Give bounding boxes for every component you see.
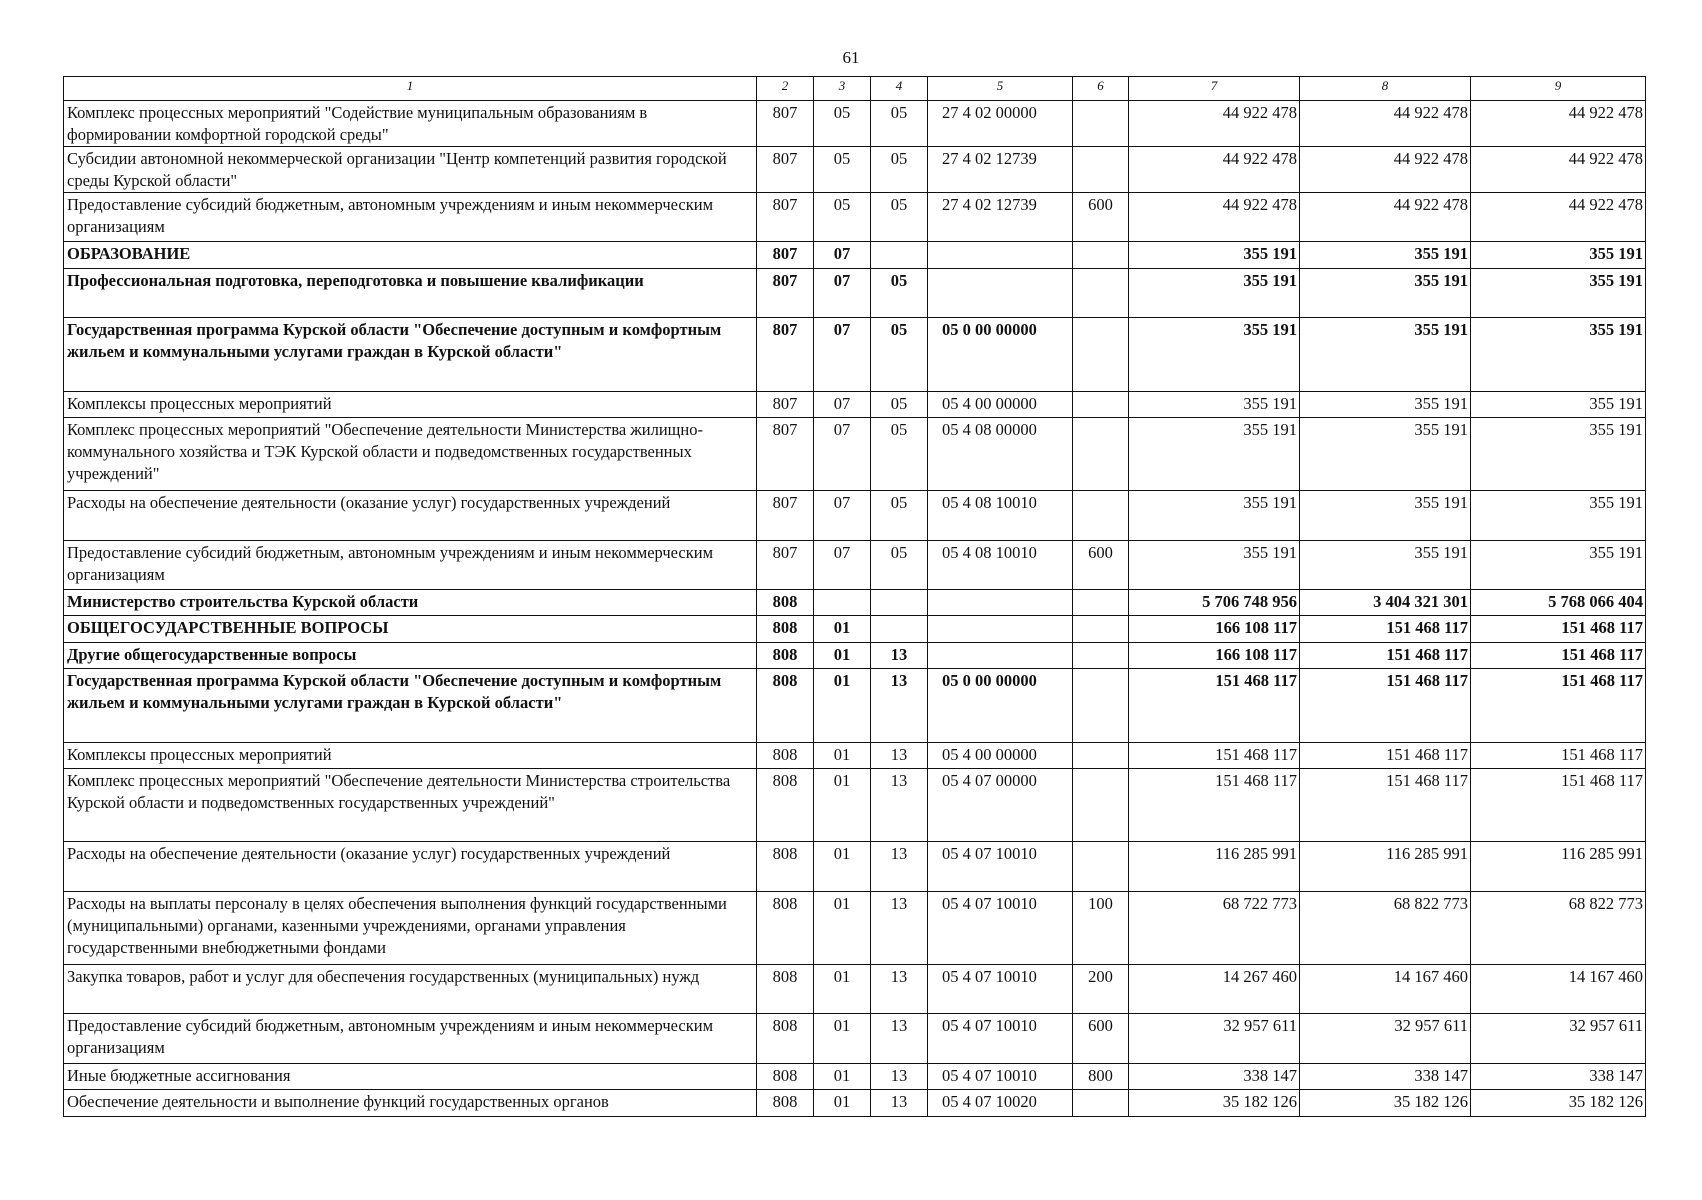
item-name-cell: Расходы на обеспечение деятельности (оказание услуг) государственных учреждений: [64, 842, 757, 892]
amount-col8-cell: 151 468 117: [1300, 643, 1471, 669]
amount-col8-cell: 151 468 117: [1300, 616, 1471, 643]
item-name-cell: Расходы на обеспечение деятельности (оказание услуг) государственных учреждений: [64, 491, 757, 541]
amount-col7-cell: 166 108 117: [1129, 616, 1300, 643]
expense-type-cell: [1073, 1090, 1129, 1117]
table-row: [64, 491, 1646, 541]
expense-type-cell: [1073, 392, 1129, 418]
expense-type-cell: [1073, 269, 1129, 318]
subsection-code-cell: 05: [871, 491, 928, 541]
item-name-cell: Предоставление субсидий бюджетным, автономным учреждениям и иным некоммерческим организациям: [64, 541, 757, 590]
subsection-code-cell: 05: [871, 269, 928, 318]
amount-col7-cell: 355 191: [1129, 318, 1300, 392]
expense-type-cell: 800: [1073, 1064, 1129, 1090]
amount-col8-cell: 151 468 117: [1300, 743, 1471, 769]
subsection-code-cell: 13: [871, 842, 928, 892]
ministry-code-cell: 807: [757, 318, 814, 392]
item-name-cell: Предоставление субсидий бюджетным, автономным учреждениям и иным некоммерческим организациям: [64, 193, 757, 242]
item-name-cell: Предоставление субсидий бюджетным, автономным учреждениям и иным некоммерческим организациям: [64, 1014, 757, 1064]
expense-type-cell: 600: [1073, 193, 1129, 242]
target-article-cell: 27 4 02 12739: [928, 147, 1073, 193]
amount-col9-cell: 151 468 117: [1471, 743, 1646, 769]
amount-col8-cell: 151 468 117: [1300, 769, 1471, 842]
amount-col9-cell: 151 468 117: [1471, 643, 1646, 669]
subsection-code-cell: 05: [871, 101, 928, 147]
item-name-cell: Комплекс процессных мероприятий "Содействие муниципальным образованиям в формировании комфортной городской среды": [64, 101, 757, 147]
amount-col9-cell: 355 191: [1471, 269, 1646, 318]
table-row: [64, 318, 1646, 392]
item-name-cell: Иные бюджетные ассигнования: [64, 1064, 757, 1090]
subsection-code-cell: 13: [871, 769, 928, 842]
amount-col9-cell: 355 191: [1471, 491, 1646, 541]
ministry-code-cell: 808: [757, 965, 814, 1014]
budget-table: [63, 76, 1646, 1117]
subsection-code-cell: [871, 242, 928, 269]
amount-col9-cell: 68 822 773: [1471, 892, 1646, 965]
subsection-code-cell: 05: [871, 541, 928, 590]
amount-col8-cell: 355 191: [1300, 242, 1471, 269]
column-number: 5: [928, 77, 1073, 101]
amount-col7-cell: 5 706 748 956: [1129, 590, 1300, 616]
amount-col7-cell: 44 922 478: [1129, 101, 1300, 147]
target-article-cell: 27 4 02 12739: [928, 193, 1073, 242]
item-name-cell: Комплексы процессных мероприятий: [64, 743, 757, 769]
amount-col9-cell: 355 191: [1471, 418, 1646, 491]
subsection-code-cell: 13: [871, 643, 928, 669]
table-row: [64, 418, 1646, 491]
table-row: [64, 965, 1646, 1014]
amount-col7-cell: 44 922 478: [1129, 193, 1300, 242]
section-code-cell: 01: [814, 616, 871, 643]
expense-type-cell: [1073, 769, 1129, 842]
amount-col7-cell: 35 182 126: [1129, 1090, 1300, 1117]
section-code-cell: 01: [814, 842, 871, 892]
expense-type-cell: [1073, 842, 1129, 892]
table-row: [64, 842, 1646, 892]
ministry-code-cell: 807: [757, 242, 814, 269]
amount-col8-cell: 3 404 321 301: [1300, 590, 1471, 616]
section-code-cell: 01: [814, 743, 871, 769]
subsection-code-cell: 05: [871, 147, 928, 193]
table-row: [64, 392, 1646, 418]
item-name-cell: ОБЩЕГОСУДАРСТВЕННЫЕ ВОПРОСЫ: [64, 616, 757, 643]
expense-type-cell: [1073, 590, 1129, 616]
target-article-cell: 05 4 07 10010: [928, 842, 1073, 892]
subsection-code-cell: 13: [871, 1090, 928, 1117]
table-row: [64, 769, 1646, 842]
item-name-cell: Государственная программа Курской области "Обеспечение доступным и комфортным жильем и коммунальными услугами граждан в Курской области": [64, 669, 757, 743]
expense-type-cell: [1073, 101, 1129, 147]
ministry-code-cell: 808: [757, 743, 814, 769]
expense-type-cell: [1073, 418, 1129, 491]
item-name-cell: Комплекс процессных мероприятий "Обеспечение деятельности Министерства жилищно-коммунального хозяйства и ТЭК Курской области и подведомственных государственных учреждений": [64, 418, 757, 491]
ministry-code-cell: 807: [757, 269, 814, 318]
ministry-code-cell: 807: [757, 147, 814, 193]
column-number-row: [64, 77, 1646, 101]
amount-col7-cell: 116 285 991: [1129, 842, 1300, 892]
subsection-code-cell: 05: [871, 392, 928, 418]
target-article-cell: 05 4 07 10010: [928, 1014, 1073, 1064]
expense-type-cell: 600: [1073, 1014, 1129, 1064]
section-code-cell: 07: [814, 318, 871, 392]
amount-col7-cell: 151 468 117: [1129, 743, 1300, 769]
expense-type-cell: 600: [1073, 541, 1129, 590]
section-code-cell: 01: [814, 1014, 871, 1064]
table-row: [64, 669, 1646, 743]
amount-col9-cell: 355 191: [1471, 541, 1646, 590]
section-code-cell: 05: [814, 147, 871, 193]
target-article-cell: [928, 616, 1073, 643]
ministry-code-cell: 807: [757, 541, 814, 590]
subsection-code-cell: 05: [871, 418, 928, 491]
amount-col8-cell: 355 191: [1300, 269, 1471, 318]
amount-col8-cell: 355 191: [1300, 392, 1471, 418]
subsection-code-cell: 13: [871, 1064, 928, 1090]
ministry-code-cell: 807: [757, 418, 814, 491]
item-name-cell: ОБРАЗОВАНИЕ: [64, 242, 757, 269]
item-name-cell: Комплекс процессных мероприятий "Обеспечение деятельности Министерства строительства Курской области и подведомственных государственных учреждений": [64, 769, 757, 842]
amount-col7-cell: 338 147: [1129, 1064, 1300, 1090]
amount-col8-cell: 44 922 478: [1300, 101, 1471, 147]
amount-col9-cell: 44 922 478: [1471, 147, 1646, 193]
subsection-code-cell: 05: [871, 193, 928, 242]
item-name-cell: Другие общегосударственные вопросы: [64, 643, 757, 669]
target-article-cell: [928, 590, 1073, 616]
table-row: [64, 892, 1646, 965]
item-name-cell: Министерство строительства Курской области: [64, 590, 757, 616]
section-code-cell: 01: [814, 643, 871, 669]
target-article-cell: 05 4 07 00000: [928, 769, 1073, 842]
amount-col8-cell: 116 285 991: [1300, 842, 1471, 892]
subsection-code-cell: 13: [871, 743, 928, 769]
amount-col7-cell: 151 468 117: [1129, 769, 1300, 842]
item-name-cell: Расходы на выплаты персоналу в целях обеспечения выполнения функций государственными (муниципальными) органами, казенными учреждениями, органами управления государственными внебюджетными фондами: [64, 892, 757, 965]
ministry-code-cell: 807: [757, 193, 814, 242]
amount-col7-cell: 355 191: [1129, 541, 1300, 590]
section-code-cell: [814, 590, 871, 616]
target-article-cell: 05 0 00 00000: [928, 318, 1073, 392]
table-row: [64, 269, 1646, 318]
column-number: 9: [1471, 77, 1646, 101]
amount-col7-cell: 355 191: [1129, 491, 1300, 541]
item-name-cell: Субсидии автономной некоммерческой организации "Центр компетенций развития городской среды Курской области": [64, 147, 757, 193]
expense-type-cell: [1073, 318, 1129, 392]
target-article-cell: 05 4 08 10010: [928, 541, 1073, 590]
target-article-cell: 05 4 08 10010: [928, 491, 1073, 541]
amount-col7-cell: 355 191: [1129, 269, 1300, 318]
table-row: [64, 1014, 1646, 1064]
amount-col8-cell: 355 191: [1300, 418, 1471, 491]
amount-col9-cell: 32 957 611: [1471, 1014, 1646, 1064]
expense-type-cell: [1073, 491, 1129, 541]
target-article-cell: 05 4 00 00000: [928, 743, 1073, 769]
amount-col7-cell: 166 108 117: [1129, 643, 1300, 669]
expense-type-cell: [1073, 616, 1129, 643]
expense-type-cell: 200: [1073, 965, 1129, 1014]
column-number: 8: [1300, 77, 1471, 101]
amount-col9-cell: 5 768 066 404: [1471, 590, 1646, 616]
subsection-code-cell: [871, 590, 928, 616]
table-row: [64, 242, 1646, 269]
amount-col9-cell: 355 191: [1471, 318, 1646, 392]
amount-col8-cell: 44 922 478: [1300, 147, 1471, 193]
section-code-cell: 01: [814, 1064, 871, 1090]
section-code-cell: 01: [814, 669, 871, 743]
table-row: [64, 590, 1646, 616]
table-row: [64, 147, 1646, 193]
section-code-cell: 07: [814, 418, 871, 491]
target-article-cell: [928, 242, 1073, 269]
ministry-code-cell: 807: [757, 491, 814, 541]
target-article-cell: 27 4 02 00000: [928, 101, 1073, 147]
ministry-code-cell: 808: [757, 842, 814, 892]
target-article-cell: 05 0 00 00000: [928, 669, 1073, 743]
table-row: [64, 643, 1646, 669]
amount-col9-cell: 44 922 478: [1471, 193, 1646, 242]
section-code-cell: 05: [814, 193, 871, 242]
table-row: [64, 1064, 1646, 1090]
section-code-cell: 07: [814, 269, 871, 318]
amount-col9-cell: 355 191: [1471, 392, 1646, 418]
amount-col9-cell: 338 147: [1471, 1064, 1646, 1090]
section-code-cell: 01: [814, 1090, 871, 1117]
target-article-cell: 05 4 07 10010: [928, 1064, 1073, 1090]
amount-col8-cell: 338 147: [1300, 1064, 1471, 1090]
table-row: [64, 541, 1646, 590]
table-row: [64, 743, 1646, 769]
amount-col8-cell: 35 182 126: [1300, 1090, 1471, 1117]
target-article-cell: 05 4 00 00000: [928, 392, 1073, 418]
column-number: 7: [1129, 77, 1300, 101]
column-number: 3: [814, 77, 871, 101]
column-number: 2: [757, 77, 814, 101]
subsection-code-cell: [871, 616, 928, 643]
amount-col9-cell: 116 285 991: [1471, 842, 1646, 892]
ministry-code-cell: 808: [757, 590, 814, 616]
item-name-cell: Профессиональная подготовка, переподготовка и повышение квалификации: [64, 269, 757, 318]
page-number: 61: [842, 48, 860, 67]
target-article-cell: [928, 269, 1073, 318]
ministry-code-cell: 808: [757, 616, 814, 643]
table-row: [64, 616, 1646, 643]
target-article-cell: 05 4 07 10010: [928, 892, 1073, 965]
amount-col8-cell: 355 191: [1300, 491, 1471, 541]
section-code-cell: 01: [814, 892, 871, 965]
item-name-cell: Закупка товаров, работ и услуг для обеспечения государственных (муниципальных) нужд: [64, 965, 757, 1014]
ministry-code-cell: 808: [757, 643, 814, 669]
item-name-cell: Комплексы процессных мероприятий: [64, 392, 757, 418]
subsection-code-cell: 13: [871, 669, 928, 743]
target-article-cell: 05 4 07 10010: [928, 965, 1073, 1014]
amount-col7-cell: 68 722 773: [1129, 892, 1300, 965]
section-code-cell: 05: [814, 101, 871, 147]
table-row: [64, 101, 1646, 147]
item-name-cell: Обеспечение деятельности и выполнение функций государственных органов: [64, 1090, 757, 1117]
column-number: 6: [1073, 77, 1129, 101]
section-code-cell: 01: [814, 965, 871, 1014]
target-article-cell: 05 4 07 10020: [928, 1090, 1073, 1117]
ministry-code-cell: 808: [757, 769, 814, 842]
ministry-code-cell: 808: [757, 669, 814, 743]
expense-type-cell: [1073, 147, 1129, 193]
ministry-code-cell: 808: [757, 892, 814, 965]
amount-col8-cell: 14 167 460: [1300, 965, 1471, 1014]
amount-col9-cell: 44 922 478: [1471, 101, 1646, 147]
amount-col7-cell: 14 267 460: [1129, 965, 1300, 1014]
ministry-code-cell: 808: [757, 1064, 814, 1090]
subsection-code-cell: 05: [871, 318, 928, 392]
section-code-cell: 07: [814, 242, 871, 269]
amount-col7-cell: 44 922 478: [1129, 147, 1300, 193]
expense-type-cell: [1073, 743, 1129, 769]
amount-col8-cell: 355 191: [1300, 541, 1471, 590]
amount-col8-cell: 68 822 773: [1300, 892, 1471, 965]
amount-col9-cell: 151 468 117: [1471, 616, 1646, 643]
ministry-code-cell: 807: [757, 392, 814, 418]
amount-col7-cell: 355 191: [1129, 418, 1300, 491]
amount-col8-cell: 32 957 611: [1300, 1014, 1471, 1064]
section-code-cell: 07: [814, 491, 871, 541]
ministry-code-cell: 808: [757, 1014, 814, 1064]
subsection-code-cell: 13: [871, 1014, 928, 1064]
amount-col7-cell: 355 191: [1129, 392, 1300, 418]
expense-type-cell: [1073, 643, 1129, 669]
section-code-cell: 07: [814, 541, 871, 590]
amount-col7-cell: 32 957 611: [1129, 1014, 1300, 1064]
column-number: 1: [64, 77, 757, 101]
target-article-cell: [928, 643, 1073, 669]
section-code-cell: 07: [814, 392, 871, 418]
expense-type-cell: [1073, 242, 1129, 269]
amount-col9-cell: 14 167 460: [1471, 965, 1646, 1014]
amount-col9-cell: 151 468 117: [1471, 769, 1646, 842]
column-number: 4: [871, 77, 928, 101]
item-name-cell: Государственная программа Курской области "Обеспечение доступным и комфортным жильем и коммунальными услугами граждан в Курской области": [64, 318, 757, 392]
expense-type-cell: 100: [1073, 892, 1129, 965]
subsection-code-cell: 13: [871, 965, 928, 1014]
section-code-cell: 01: [814, 769, 871, 842]
subsection-code-cell: 13: [871, 892, 928, 965]
amount-col7-cell: 355 191: [1129, 242, 1300, 269]
amount-col9-cell: 151 468 117: [1471, 669, 1646, 743]
ministry-code-cell: 807: [757, 101, 814, 147]
amount-col8-cell: 151 468 117: [1300, 669, 1471, 743]
expense-type-cell: [1073, 669, 1129, 743]
ministry-code-cell: 808: [757, 1090, 814, 1117]
table-row: [64, 193, 1646, 242]
amount-col9-cell: 35 182 126: [1471, 1090, 1646, 1117]
amount-col7-cell: 151 468 117: [1129, 669, 1300, 743]
amount-col8-cell: 355 191: [1300, 318, 1471, 392]
amount-col8-cell: 44 922 478: [1300, 193, 1471, 242]
amount-col9-cell: 355 191: [1471, 242, 1646, 269]
target-article-cell: 05 4 08 00000: [928, 418, 1073, 491]
table-row: [64, 1090, 1646, 1117]
